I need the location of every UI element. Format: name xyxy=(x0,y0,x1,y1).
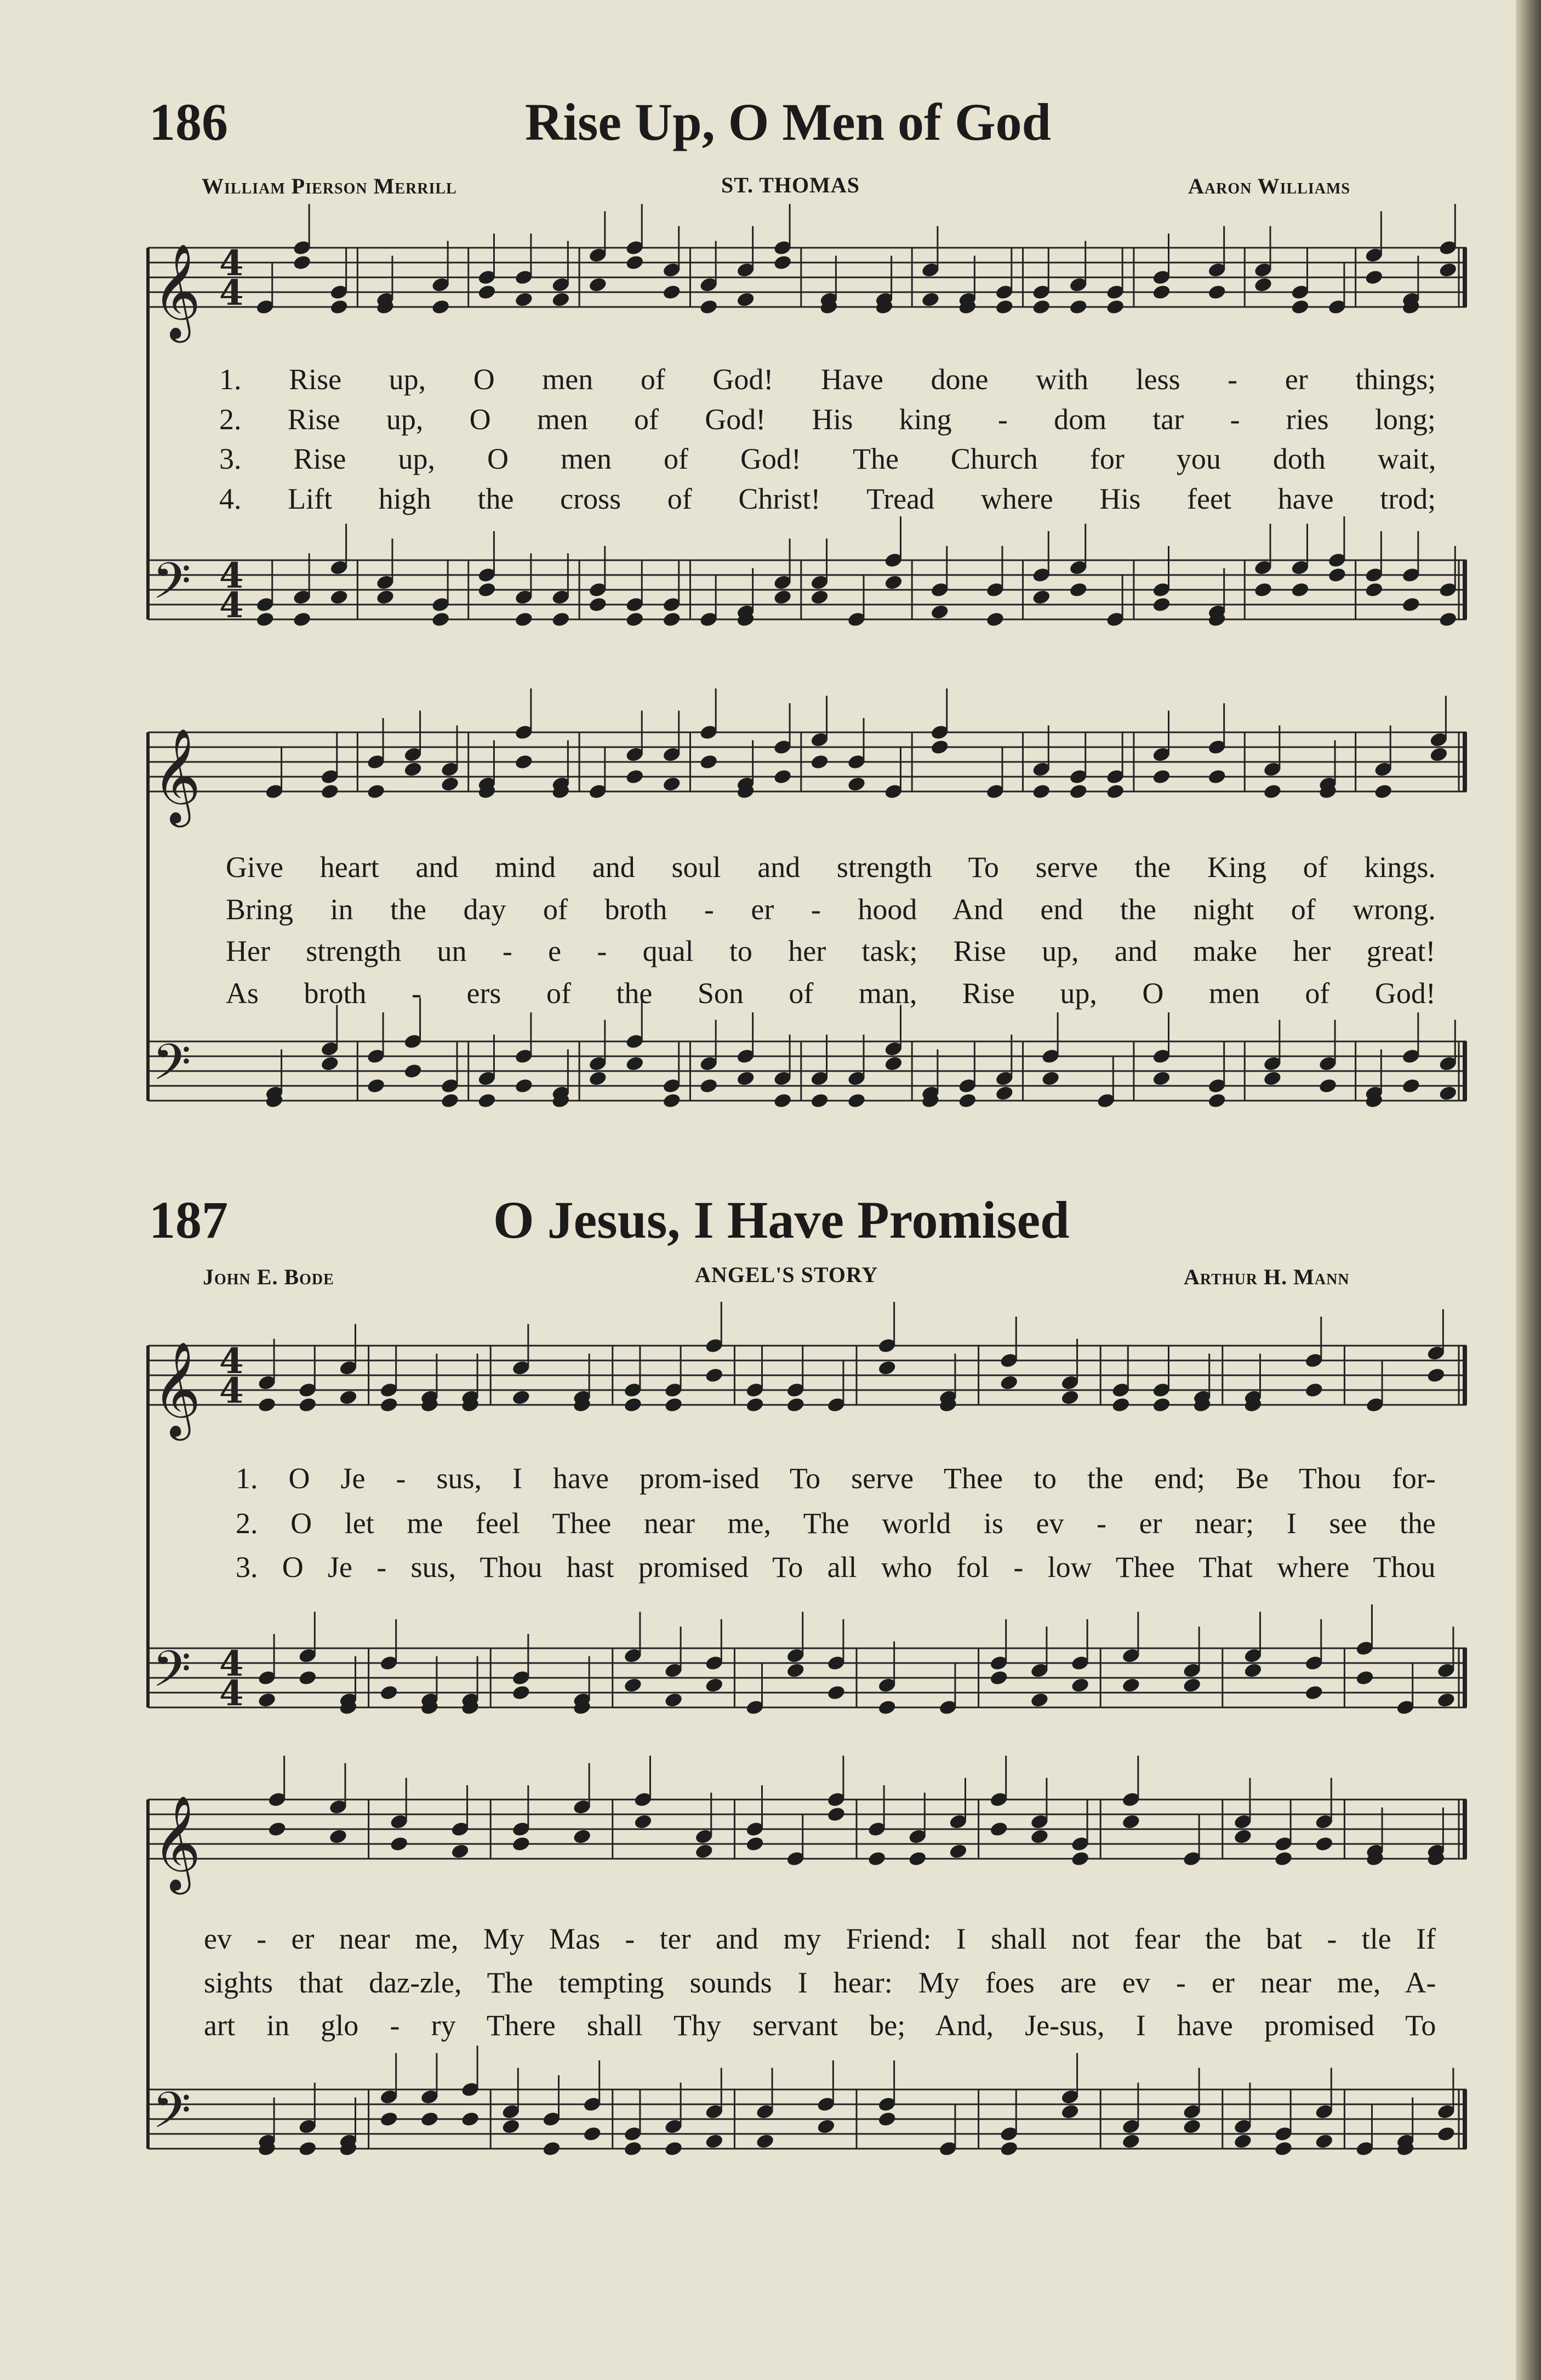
notehead xyxy=(786,1397,806,1414)
notehead xyxy=(985,611,1005,628)
notehead xyxy=(389,1836,409,1853)
hymn-title: O Jesus, I Have Promised xyxy=(493,1191,1070,1249)
hymn-title: Rise Up, O Men of God xyxy=(525,93,1051,151)
notehead xyxy=(867,1851,887,1867)
notehead xyxy=(551,611,571,628)
notehead xyxy=(989,1670,1009,1687)
lyric-line: 2. O let me feel Thee near me, The world is ev - er near; I see the xyxy=(236,1507,1436,1540)
notehead xyxy=(1111,1397,1131,1414)
notehead xyxy=(1152,284,1172,301)
notehead xyxy=(403,761,423,778)
notehead xyxy=(1438,611,1458,628)
treble-clef: 𝄞 xyxy=(152,243,201,339)
notehead xyxy=(633,1813,653,1830)
notehead xyxy=(664,2140,683,2157)
notehead xyxy=(930,603,950,620)
notehead xyxy=(773,254,792,271)
notehead xyxy=(1253,276,1273,293)
lyric-line: 3. Rise up, O men of God! The Church for you doth wait, xyxy=(219,442,1436,475)
notehead xyxy=(477,284,497,301)
notehead xyxy=(366,783,386,800)
notehead xyxy=(514,291,534,308)
notehead xyxy=(1314,2133,1334,2150)
notehead xyxy=(1355,1670,1375,1687)
notehead xyxy=(625,611,644,628)
notehead xyxy=(329,299,349,316)
notehead xyxy=(583,2126,602,2143)
hymn-tune: ANGEL'S STORY xyxy=(695,1262,878,1287)
notehead xyxy=(1152,1397,1172,1414)
notehead xyxy=(477,582,497,599)
notehead xyxy=(511,1684,531,1701)
notehead xyxy=(320,1055,340,1072)
notehead xyxy=(1069,299,1088,316)
notehead xyxy=(257,1692,277,1709)
notehead xyxy=(1182,2118,1202,2135)
bass-clef: 𝄢 xyxy=(152,1033,191,1103)
notehead xyxy=(1069,783,1088,800)
notehead xyxy=(810,589,830,606)
notehead xyxy=(1152,1070,1172,1087)
notehead xyxy=(704,2133,724,2150)
lyric-line: Bring in the day of broth - er - hood And end the night of wrong. xyxy=(226,893,1436,926)
notehead xyxy=(255,611,275,628)
notehead xyxy=(257,1397,277,1414)
bass-clef: 𝄢 xyxy=(152,2081,191,2151)
notehead xyxy=(773,589,792,606)
notehead xyxy=(995,1085,1014,1102)
notehead xyxy=(1253,582,1273,599)
time-signature: 4 xyxy=(219,243,244,284)
notehead xyxy=(1291,299,1310,316)
notehead xyxy=(826,1806,846,1823)
notehead xyxy=(431,611,450,628)
lyric-line: ev - er near me, My Mas - ter and my Friend: I shall not fear the bat - tle If xyxy=(204,1922,1436,1955)
notehead xyxy=(826,1684,846,1701)
notehead xyxy=(1263,1070,1282,1087)
notehead xyxy=(1031,299,1051,316)
notehead xyxy=(1365,269,1384,286)
notehead xyxy=(379,1397,399,1414)
notehead xyxy=(514,611,534,628)
notehead xyxy=(511,1836,531,1853)
notehead xyxy=(662,1092,682,1109)
notehead xyxy=(995,299,1014,316)
notehead xyxy=(1105,783,1125,800)
notehead xyxy=(810,754,830,771)
notehead xyxy=(810,1092,830,1109)
notehead xyxy=(1436,1692,1456,1709)
notehead xyxy=(999,1374,1019,1391)
notehead xyxy=(1365,582,1384,599)
notehead xyxy=(949,1843,968,1860)
notehead xyxy=(625,254,644,271)
notehead xyxy=(1401,1078,1421,1095)
notehead xyxy=(1274,2140,1293,2157)
notehead xyxy=(1070,1677,1090,1694)
notehead xyxy=(588,1070,608,1087)
notehead xyxy=(514,1078,534,1095)
notehead xyxy=(1152,768,1172,785)
notehead xyxy=(588,276,608,293)
notehead xyxy=(745,1836,765,1853)
notehead xyxy=(1070,1851,1090,1867)
hymn-author: John E. Bode xyxy=(203,1265,334,1289)
time-signature: 4 xyxy=(219,1643,244,1684)
notehead xyxy=(572,1828,592,1845)
notehead xyxy=(1121,1677,1141,1694)
notehead xyxy=(328,1828,348,1845)
lyric-line: Give heart and mind and soul and strength To serve the King of kings. xyxy=(226,851,1436,884)
notehead xyxy=(745,1397,765,1414)
notehead xyxy=(699,1078,718,1095)
notehead xyxy=(1182,1677,1202,1694)
notehead xyxy=(379,2111,399,2128)
notehead xyxy=(999,2140,1019,2157)
notehead xyxy=(1233,1828,1253,1845)
lyric-line: 4. Lift high the cross of Christ! Tread where His feet have trod; xyxy=(219,482,1436,515)
notehead xyxy=(1314,1836,1334,1853)
notehead xyxy=(1152,596,1172,613)
notehead xyxy=(662,776,682,793)
notehead xyxy=(958,1092,978,1109)
notehead xyxy=(623,2140,643,2157)
notehead xyxy=(989,1821,1009,1838)
notehead xyxy=(664,1397,683,1414)
notehead xyxy=(699,754,718,771)
notehead xyxy=(511,1389,531,1406)
notehead xyxy=(1060,2103,1080,2120)
notehead xyxy=(1060,1389,1080,1406)
notehead xyxy=(375,589,395,606)
notehead xyxy=(623,1397,643,1414)
hymn-composer: Aaron Williams xyxy=(1188,174,1350,198)
hymn-number: 187 xyxy=(149,1191,228,1249)
notehead xyxy=(662,611,682,628)
bass-clef: 𝄢 xyxy=(152,552,191,622)
time-signature: 4 xyxy=(219,555,244,596)
notehead xyxy=(921,291,940,308)
notehead xyxy=(1041,1070,1060,1087)
lyric-line: 2. Rise up, O men of God! His king - dom tar - ries long; xyxy=(219,403,1436,436)
bass-clef: 𝄢 xyxy=(152,1640,191,1710)
notehead xyxy=(501,2118,521,2135)
notehead xyxy=(1233,2133,1253,2150)
notehead xyxy=(1304,1382,1324,1399)
notehead xyxy=(551,291,571,308)
notehead xyxy=(1030,1692,1049,1709)
notehead xyxy=(736,1070,756,1087)
lyric-line: 1. Rise up, O men of God! Have done with less - er things; xyxy=(219,363,1436,396)
notehead xyxy=(440,1092,460,1109)
notehead xyxy=(320,783,340,800)
notehead xyxy=(460,2111,480,2128)
notehead xyxy=(1263,783,1282,800)
notehead xyxy=(1318,1078,1338,1095)
notehead xyxy=(877,2111,897,2128)
notehead xyxy=(704,1367,724,1384)
notehead xyxy=(877,1699,897,1716)
treble-clef: 𝄞 xyxy=(152,1341,201,1437)
hymn-tune: ST. THOMAS xyxy=(721,173,860,197)
time-signature: 4 xyxy=(219,1370,244,1411)
notehead xyxy=(292,254,312,271)
notehead xyxy=(1207,284,1227,301)
hymn-composer: Arthur H. Mann xyxy=(1184,1265,1350,1289)
notehead xyxy=(908,1851,927,1867)
lyric-line: sights that daz-zle, The tempting sounds I hear: My foes are ev - er near me, A- xyxy=(204,1966,1436,1999)
notehead xyxy=(298,2140,317,2157)
notehead xyxy=(662,284,682,301)
notehead xyxy=(298,1397,317,1414)
lyric-line: As broth - ers of the Son of man, Rise up, O men of God! xyxy=(226,977,1436,1010)
notehead xyxy=(1373,783,1393,800)
notehead xyxy=(623,1677,643,1694)
notehead xyxy=(664,1692,683,1709)
treble-clef: 𝄞 xyxy=(152,728,201,823)
notehead xyxy=(625,768,644,785)
notehead xyxy=(1069,582,1088,599)
notehead xyxy=(379,1684,399,1701)
lyric-line: Her strength un - e - qual to her task; Rise up, and make her great! xyxy=(226,935,1436,967)
notehead xyxy=(1207,1092,1227,1109)
notehead xyxy=(1291,582,1310,599)
notehead xyxy=(884,1055,904,1072)
time-signature: 4 xyxy=(219,585,244,626)
notehead xyxy=(1031,589,1051,606)
notehead xyxy=(1105,299,1125,316)
notehead xyxy=(403,1063,423,1080)
lyric-line: art in glo - ry There shall Thy servant be; And, Je-sus, I have promised To xyxy=(204,2009,1436,2042)
notehead xyxy=(884,574,904,591)
notehead xyxy=(329,589,349,606)
notehead xyxy=(786,1662,806,1679)
notehead xyxy=(431,299,450,316)
notehead xyxy=(1436,2126,1456,2143)
notehead xyxy=(450,1843,470,1860)
notehead xyxy=(1438,261,1458,278)
notehead xyxy=(1426,1367,1446,1384)
notehead xyxy=(1207,768,1227,785)
notehead xyxy=(1429,746,1449,763)
time-signature: 4 xyxy=(219,272,244,314)
notehead xyxy=(1031,783,1051,800)
notehead xyxy=(514,754,534,771)
notehead xyxy=(1304,1684,1324,1701)
notehead xyxy=(292,611,312,628)
notehead xyxy=(847,1092,866,1109)
notehead xyxy=(477,1092,497,1109)
notehead xyxy=(755,2133,775,2150)
notehead xyxy=(773,768,792,785)
notehead xyxy=(1121,2133,1141,2150)
notehead xyxy=(1030,1828,1049,1845)
lyric-line: 1. O Je - sus, I have prom-ised To serve Thee to the end; Be Thou for- xyxy=(236,1462,1436,1495)
notehead xyxy=(440,776,460,793)
notehead xyxy=(1438,1085,1458,1102)
notehead xyxy=(704,1677,724,1694)
notehead xyxy=(420,2111,440,2128)
notehead xyxy=(1401,596,1421,613)
notehead xyxy=(699,299,718,316)
notehead xyxy=(816,2118,836,2135)
hymn-number: 186 xyxy=(149,93,228,151)
notehead xyxy=(366,1078,386,1095)
notehead xyxy=(588,596,608,613)
hymn-author: William Pierson Merrill xyxy=(202,174,457,198)
notehead xyxy=(267,1821,287,1838)
treble-clef: 𝄞 xyxy=(152,1795,201,1891)
notehead xyxy=(298,1670,317,1687)
notehead xyxy=(1327,567,1347,584)
notehead xyxy=(339,1389,358,1406)
notehead xyxy=(877,1359,897,1376)
lyric-line: 3. O Je - sus, Thou hast promised To all who fol - low Thee That where Thou xyxy=(236,1551,1436,1584)
notehead xyxy=(736,291,756,308)
notehead xyxy=(1243,1662,1263,1679)
notehead xyxy=(847,776,866,793)
time-signature: 4 xyxy=(219,1673,244,1714)
time-signature: 4 xyxy=(219,1341,244,1382)
notehead xyxy=(1274,1851,1293,1867)
notehead xyxy=(542,2140,562,2157)
notehead xyxy=(930,739,950,756)
notehead xyxy=(773,1092,792,1109)
notehead xyxy=(1121,1813,1141,1830)
notehead xyxy=(625,1055,644,1072)
notehead xyxy=(694,1843,714,1860)
